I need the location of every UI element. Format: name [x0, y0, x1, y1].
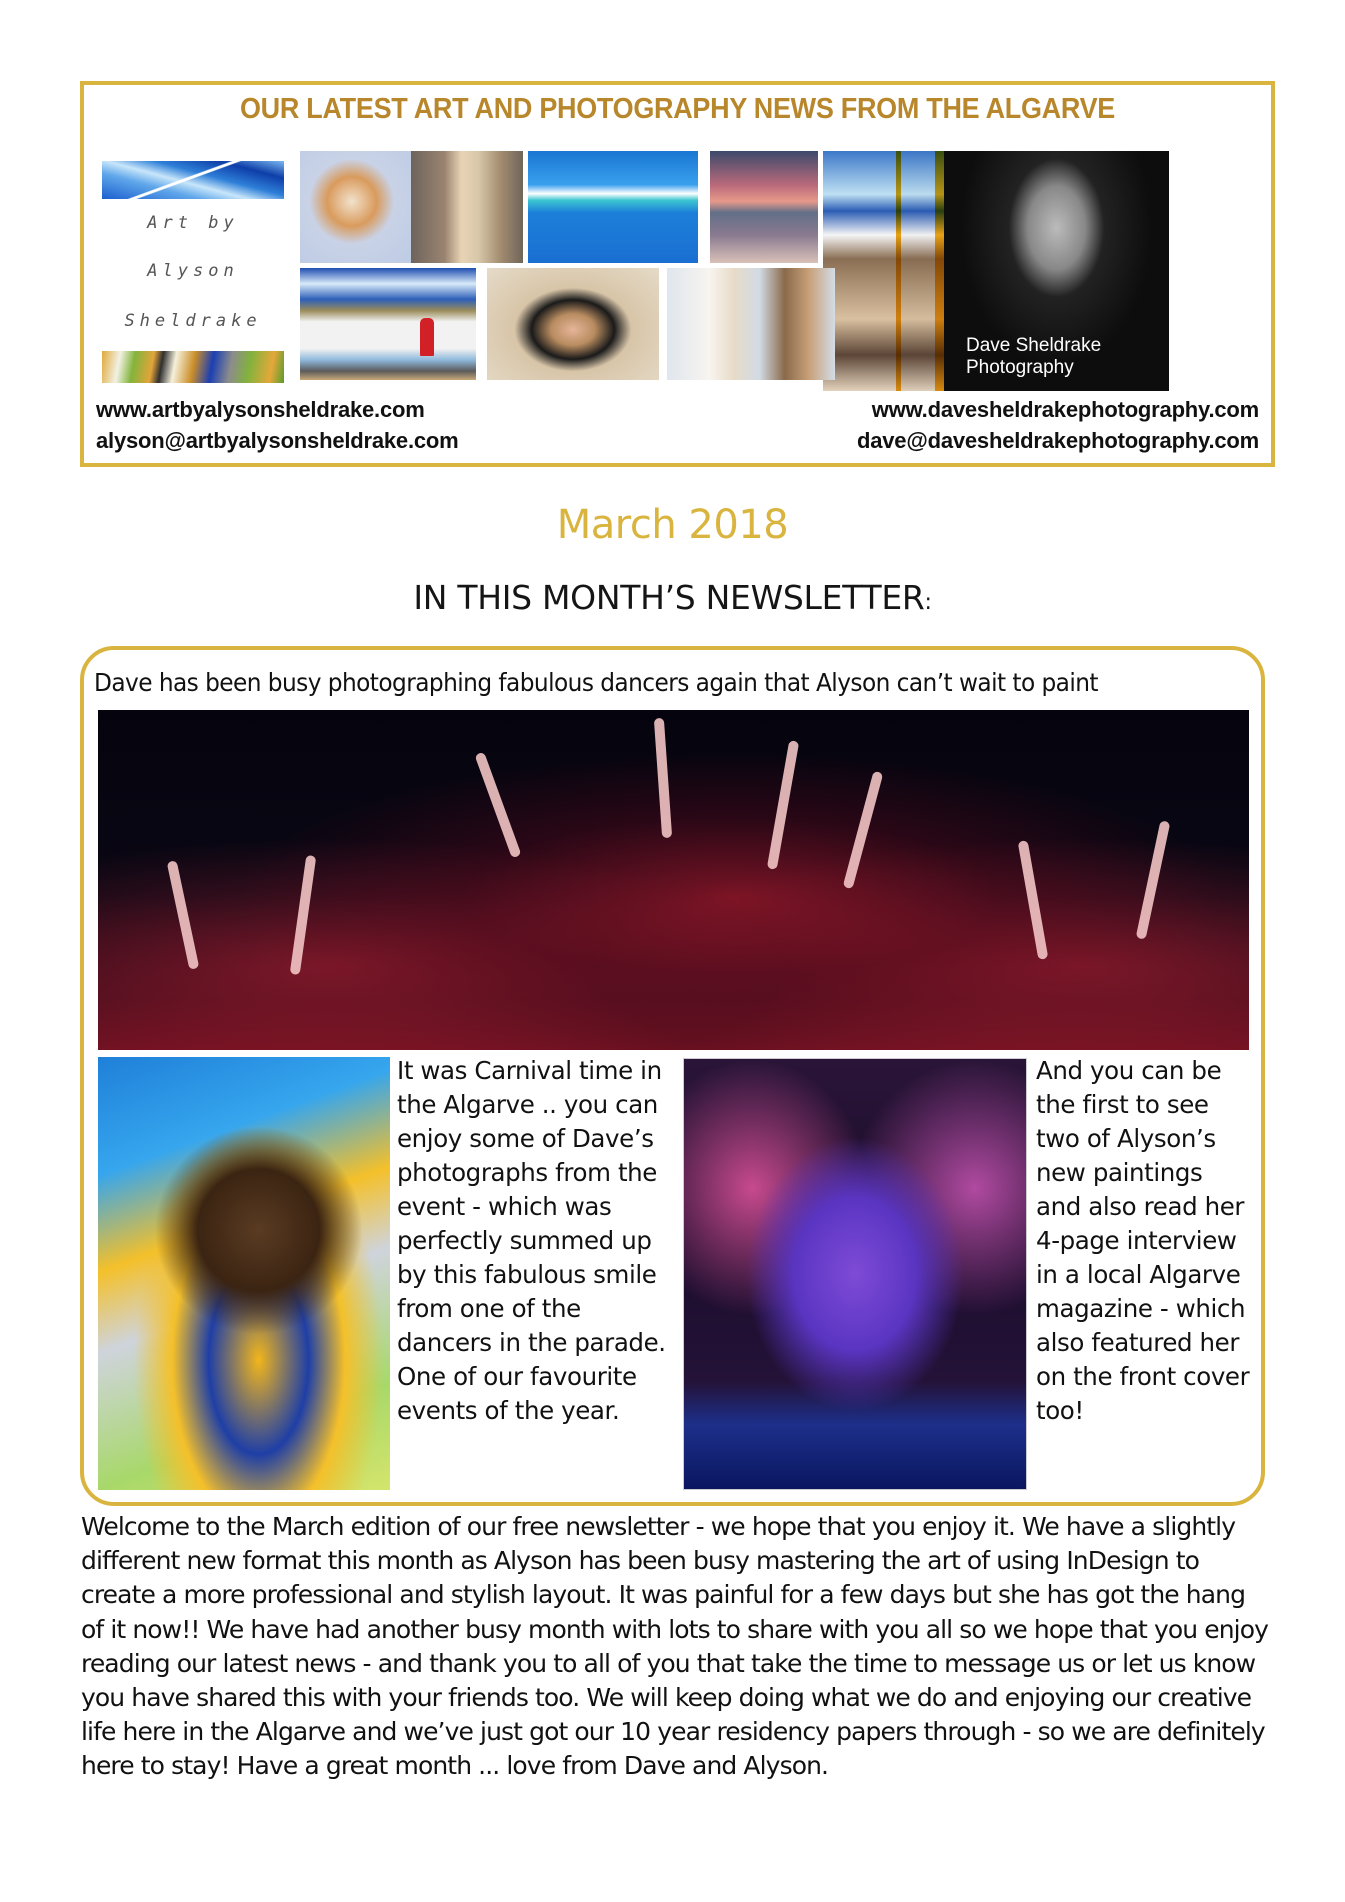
thumbnail-two-dogs-painting [667, 268, 835, 380]
alyson-website-link[interactable]: www.artbyalysonsheldrake.com [96, 397, 425, 422]
dave-email-link[interactable]: dave@davesheldrakephotography.com [856, 428, 1259, 453]
photo-logo-line1: Dave Sheldrake [966, 335, 1102, 356]
logo-abstract-strip-bottom [102, 351, 284, 383]
photo-logo-line2: Photography [966, 357, 1074, 378]
carnival-text: It was Carnival time in the Algarve .. you can enjoy some of Dave’s photographs from the event - which was perfectly summed up by this fabulous smile from one of the dancers in the parade. One of our favourite events of the year. [397, 1056, 666, 1425]
logo-text-line3: Sheldrake [124, 311, 262, 331]
banner-title: OUR LATEST ART AND PHOTOGRAPHY NEWS FROM THE ALGARVE [239, 93, 1116, 125]
alyson-email-link[interactable]: alyson@artbyalysonsheldrake.com [96, 428, 459, 453]
feature-box [80, 646, 1265, 1506]
thumbnail-girl-portrait-photo [487, 268, 659, 380]
dancer-arm-shape [843, 771, 884, 889]
section-title-colon: : [924, 590, 932, 615]
photography-logo-text [966, 335, 1101, 379]
feature-caption: Dave has been busy photographing fabulous dancers again that Alyson can’t wait to paint [94, 668, 1098, 697]
flamenco-painting-image [683, 1058, 1027, 1490]
thumbnail-wedding-couple-photo [411, 151, 523, 263]
paintings-text: And you can be the first to see two of Alyson’s new paintings and also read her 4-page interview in a local Algarve magazine - which also featured her on the front cover too! [1036, 1056, 1250, 1425]
dave-sheldrake-photography-logo[interactable] [944, 151, 1169, 391]
thumbnail-sunset-beach-photo [710, 151, 818, 263]
dancers-photo [98, 710, 1249, 1050]
issue-month-heading: March 2018 [556, 502, 789, 548]
art-by-alyson-logo[interactable] [102, 161, 284, 383]
postbox-shape [420, 318, 434, 356]
thumbnail-hotel-pool-photo [528, 151, 698, 263]
dancer-arm-shape [767, 740, 799, 870]
dave-website-link[interactable]: www.davesheldrakephotography.com [871, 397, 1259, 422]
dancer-arm-shape [290, 855, 317, 975]
dancer-arm-shape [1136, 820, 1171, 939]
thumbnail-white-house-postbox-painting [300, 268, 476, 380]
dancer-arm-shape [654, 718, 672, 838]
intro-paragraph: Welcome to the March edition of our free newsletter - we hope that you enjoy it. We have a slightly different new format this month as Alyson has been busy mastering the art of using InDesign to create a more professional and stylish layout. It was painful for a few days but she has got the hang of it now!! We have had another busy month with lots to share with you all so we hope that you enjoy reading our latest news - and thank you to all of you that take the time to message us or let us know you have shared this with your friends too. We will keep doing what we do and enjoying our creative life here in the Algarve and we’ve just got our 10 year residency papers through - so we are definitely here to stay! Have a great month ... love from Dave and Alyson. [81, 1512, 1269, 1781]
logo-text-line1: Art by [147, 213, 239, 233]
section-title-text: IN THIS MONTH’S NEWSLETTER [413, 578, 925, 617]
dancer-arm-shape [167, 860, 200, 970]
dancer-arm-shape [474, 752, 521, 859]
dancer-arm-shape [1018, 840, 1049, 960]
logo-text-line2: Alyson [147, 261, 239, 281]
thumbnail-church-street-painting [823, 151, 945, 391]
thumbnail-dog-portrait-painting [300, 151, 415, 263]
header-banner [80, 81, 1275, 467]
carnival-dancer-photo [98, 1057, 390, 1490]
section-title [0, 578, 1345, 617]
logo-abstract-strip-top [102, 161, 284, 199]
